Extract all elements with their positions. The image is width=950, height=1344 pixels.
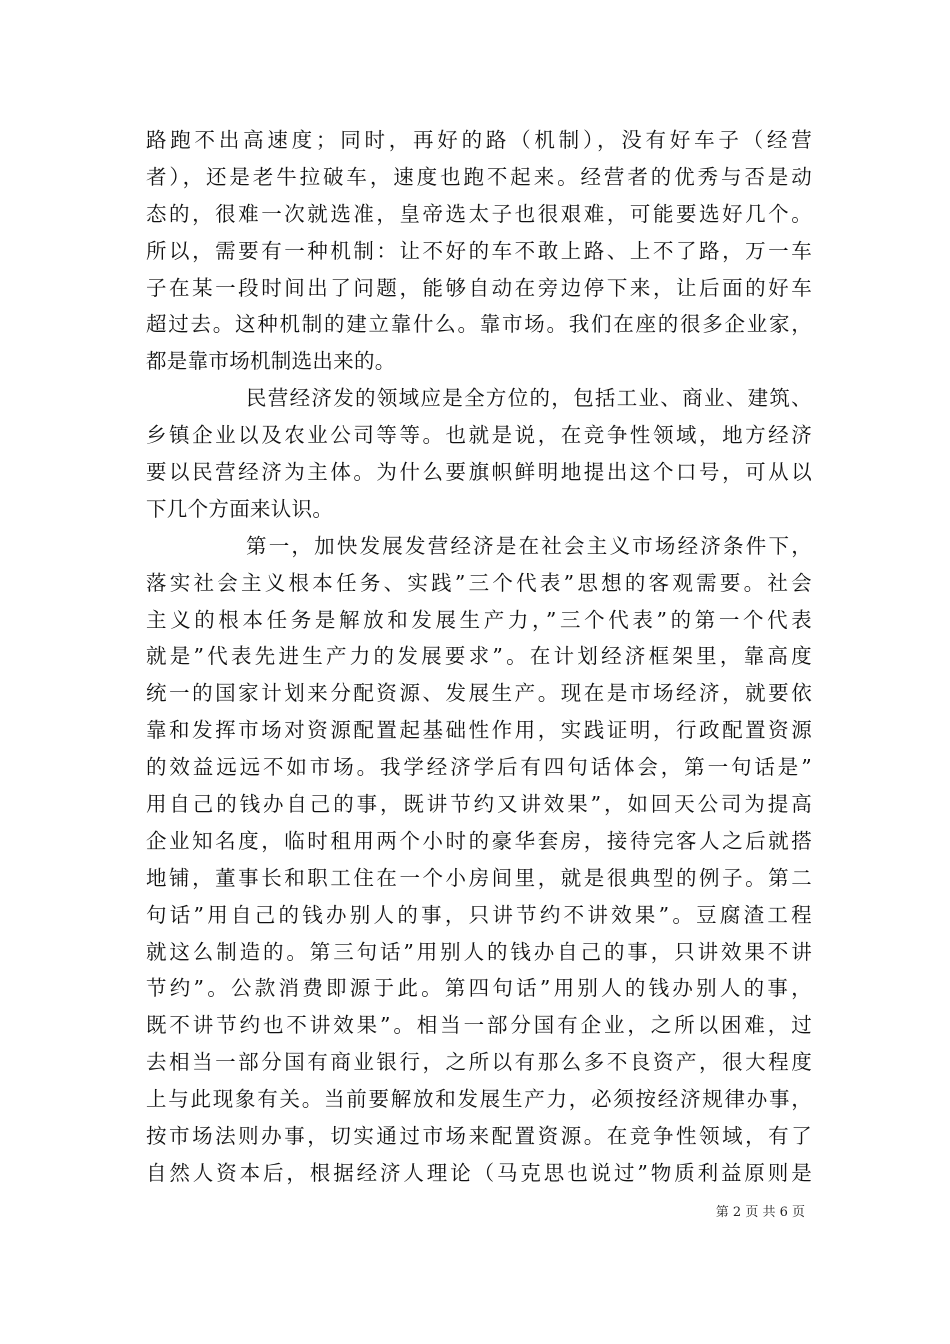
text-line: 落实社会主义根本任务、实践”三个代表”思想的客观需要。社会 <box>146 570 812 595</box>
text-line: 路跑不出高速度；同时，再好的路（机制），没有好车子（经营 <box>146 128 812 152</box>
text-line: 按市场法则办事，切实通过市场来配置资源。在竞争性领域，有了 <box>146 1124 812 1149</box>
text-line: 态的，很难一次就选准，皇帝选太子也很艰难，可能要选好几个。 <box>146 201 812 226</box>
text-line: 用自己的钱办自己的事，既讲节约又讲效果”，如回天公司为提高 <box>146 792 812 817</box>
text-line: 企业知名度，临时租用两个小时的豪华套房，接待完客人之后就搭 <box>146 828 812 853</box>
body-text <box>146 122 812 1192</box>
text-line: 自然人资本后，根据经济人理论（马克思也说过”物质利益原则是 <box>146 1160 812 1185</box>
text-line: 所以，需要有一种机制：让不好的车不敢上路、上不了路，万一车 <box>146 238 812 263</box>
text-line: 下几个方面来认识。 <box>146 496 334 521</box>
text-line: 就是”代表先进生产力的发展要求”。在计划经济框架里，靠高度 <box>146 644 812 669</box>
text-line: 就这么制造的。第三句话”用别人的钱办自己的事，只讲效果不讲 <box>146 939 812 964</box>
text-line: 者），还是老牛拉破车，速度也跑不起来。经营者的优秀与否是动 <box>146 164 812 189</box>
text-line: 既不讲节约也不讲效果”。相当一部分国有企业，之所以困难，过 <box>146 1013 812 1038</box>
paragraph-start-line: 民营经济发的领域应是全方位的，包括工业、商业、建筑、 <box>246 386 812 411</box>
text-line: 要以民营经济为主体。为什么要旗帜鲜明地提出这个口号，可从以 <box>146 460 812 485</box>
text-line: 子在某一段时间出了问题，能够自动在旁边停下来，让后面的好车 <box>146 275 812 300</box>
text-line: 上与此现象有关。当前要解放和发展生产力，必须按经济规律办事， <box>146 1087 812 1112</box>
paragraph-start-line: 第一，加快发展发营经济是在社会主义市场经济条件下， <box>246 533 812 558</box>
text-line: 都是靠市场机制选出来的。 <box>146 349 396 374</box>
text-line: 去相当一部分国有商业银行，之所以有那么多不良资产，很大程度 <box>146 1050 812 1075</box>
text-line: 节约”。公款消费即源于此。第四句话”用别人的钱办别人的事， <box>146 976 812 1001</box>
text-line: 句话”用自己的钱办别人的事，只讲节约不讲效果”。豆腐渣工程 <box>146 902 812 927</box>
text-line: 超过去。这种机制的建立靠什么。靠市场。我们在座的很多企业家， <box>146 312 812 337</box>
text-line: 主义的根本任务是解放和发展生产力，”三个代表”的第一个代表 <box>146 607 812 632</box>
text-line: 统一的国家计划来分配资源、发展生产。现在是市场经济，就要依 <box>146 681 812 706</box>
page-number-footer: 第 2 页 共 6 页 <box>715 1205 805 1220</box>
text-line: 乡镇企业以及农业公司等等。也就是说，在竞争性领域，地方经济 <box>146 423 812 448</box>
text-line: 地铺，董事长和职工住在一个小房间里，就是很典型的例子。第二 <box>146 865 812 890</box>
text-line: 的效益远远不如市场。我学经济学后有四句话体会，第一句话是” <box>146 755 812 780</box>
text-line: 靠和发挥市场对资源配置起基础性作用，实践证明，行政配置资源 <box>146 718 812 743</box>
